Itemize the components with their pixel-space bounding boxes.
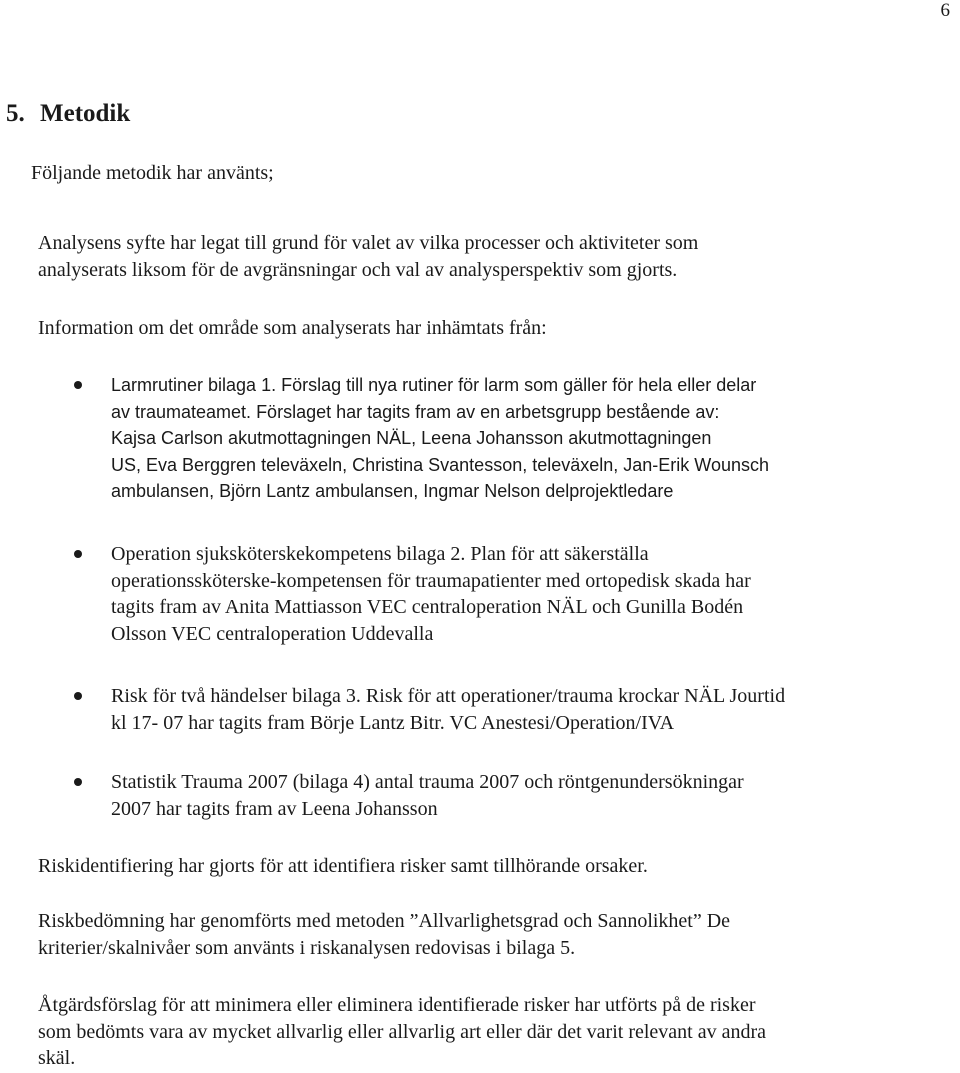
risk-identification-line: Riskidentifiering har gjorts för att identifiera risker samt tillhörande orsaker. (38, 855, 648, 877)
risk-assessment-paragraph (38, 908, 730, 961)
bullet-line: ambulansen, Björn Lantz ambulansen, Ingmar Nelson delprojektledare (111, 481, 674, 501)
bullet-icon (74, 778, 82, 786)
risk-assessment-line: Riskbedömning har genomförts med metoden ”Allvarlighetsgrad och Sannolikhet” De (38, 910, 731, 932)
information-intro-line: Information om det område som analyserats har inhämtats från: (38, 317, 547, 339)
actions-line: som bedömts vara av mycket allvarlig eller allvarlig art eller där det varit relevant av andra (38, 1020, 767, 1043)
bullet-line: tagits fram av Anita Mattiasson VEC centraloperation NÄL och Gunilla Bodén (111, 596, 744, 618)
actions-line: Åtgärdsförslag för att minimera eller eliminera identifierade risker har utförts på de risker (38, 994, 756, 1016)
bullet-line: Statistik Trauma 2007 (bilaga 4) antal trauma 2007 och röntgenundersökningar (111, 771, 744, 793)
risk-assessment-line: kriterier/skalnivåer som använts i riskanalysen redovisas i bilaga 5. (38, 936, 576, 959)
information-intro (38, 315, 547, 342)
bullet-icon (74, 550, 82, 558)
bullet-line: Operation sjuksköterskekompetens bilaga 2. Plan för att säkerställa (111, 543, 649, 565)
bullet-icon (74, 381, 82, 389)
bullet-line: Risk för två händelser bilaga 3. Risk för att operationer/trauma krockar NÄL Jourtid (111, 685, 786, 707)
section-title: Metodik (40, 100, 131, 127)
bullet-line: kl 17- 07 har tagits fram Börje Lantz Bitr. VC Anestesi/Operation/IVA (111, 711, 675, 734)
bullet-item-risk (111, 683, 785, 736)
bullet-line: Olsson VEC centraloperation Uddevalla (111, 622, 434, 645)
purpose-paragraph (38, 230, 698, 283)
bullet-line: Kajsa Carlson akutmottagningen NÄL, Leena Johansson akutmottagningen (111, 428, 712, 448)
bullet-line: US, Eva Berggren televäxeln, Christina Svantesson, televäxeln, Jan-Erik Wounsch (111, 454, 769, 475)
actions-line: skäl. (38, 1047, 76, 1069)
purpose-line: Analysens syfte har legat till grund för valet av vilka processer och aktiviteter som (38, 232, 699, 254)
purpose-line: analyserats liksom för de avgränsningar och val av analysperspektiv som gjorts. (38, 258, 678, 281)
bullet-icon (74, 692, 82, 700)
page-number: 6 (940, 0, 950, 21)
bullet-line: Larmrutiner bilaga 1. Förslag till nya rutiner för larm som gäller för hela eller delar (111, 375, 757, 395)
intro-line: Följande metodik har använts; (31, 162, 274, 184)
bullet-line: 2007 har tagits fram av Leena Johansson (111, 797, 438, 820)
bullet-item-larmrutiner (111, 372, 769, 505)
bullet-line: av traumateamet. Förslaget har tagits fram av en arbetsgrupp bestående av: (111, 401, 720, 422)
section-heading (6, 99, 130, 129)
bullet-line: operationssköterske-kompetensen för traumapatienter med ortopedisk skada har (111, 569, 751, 592)
risk-identification-paragraph (38, 853, 648, 880)
actions-paragraph (38, 992, 766, 1072)
bullet-item-operation (111, 541, 751, 647)
bullet-item-statistik (111, 769, 744, 822)
intro-paragraph (31, 160, 274, 187)
section-number: 5. (6, 100, 25, 127)
